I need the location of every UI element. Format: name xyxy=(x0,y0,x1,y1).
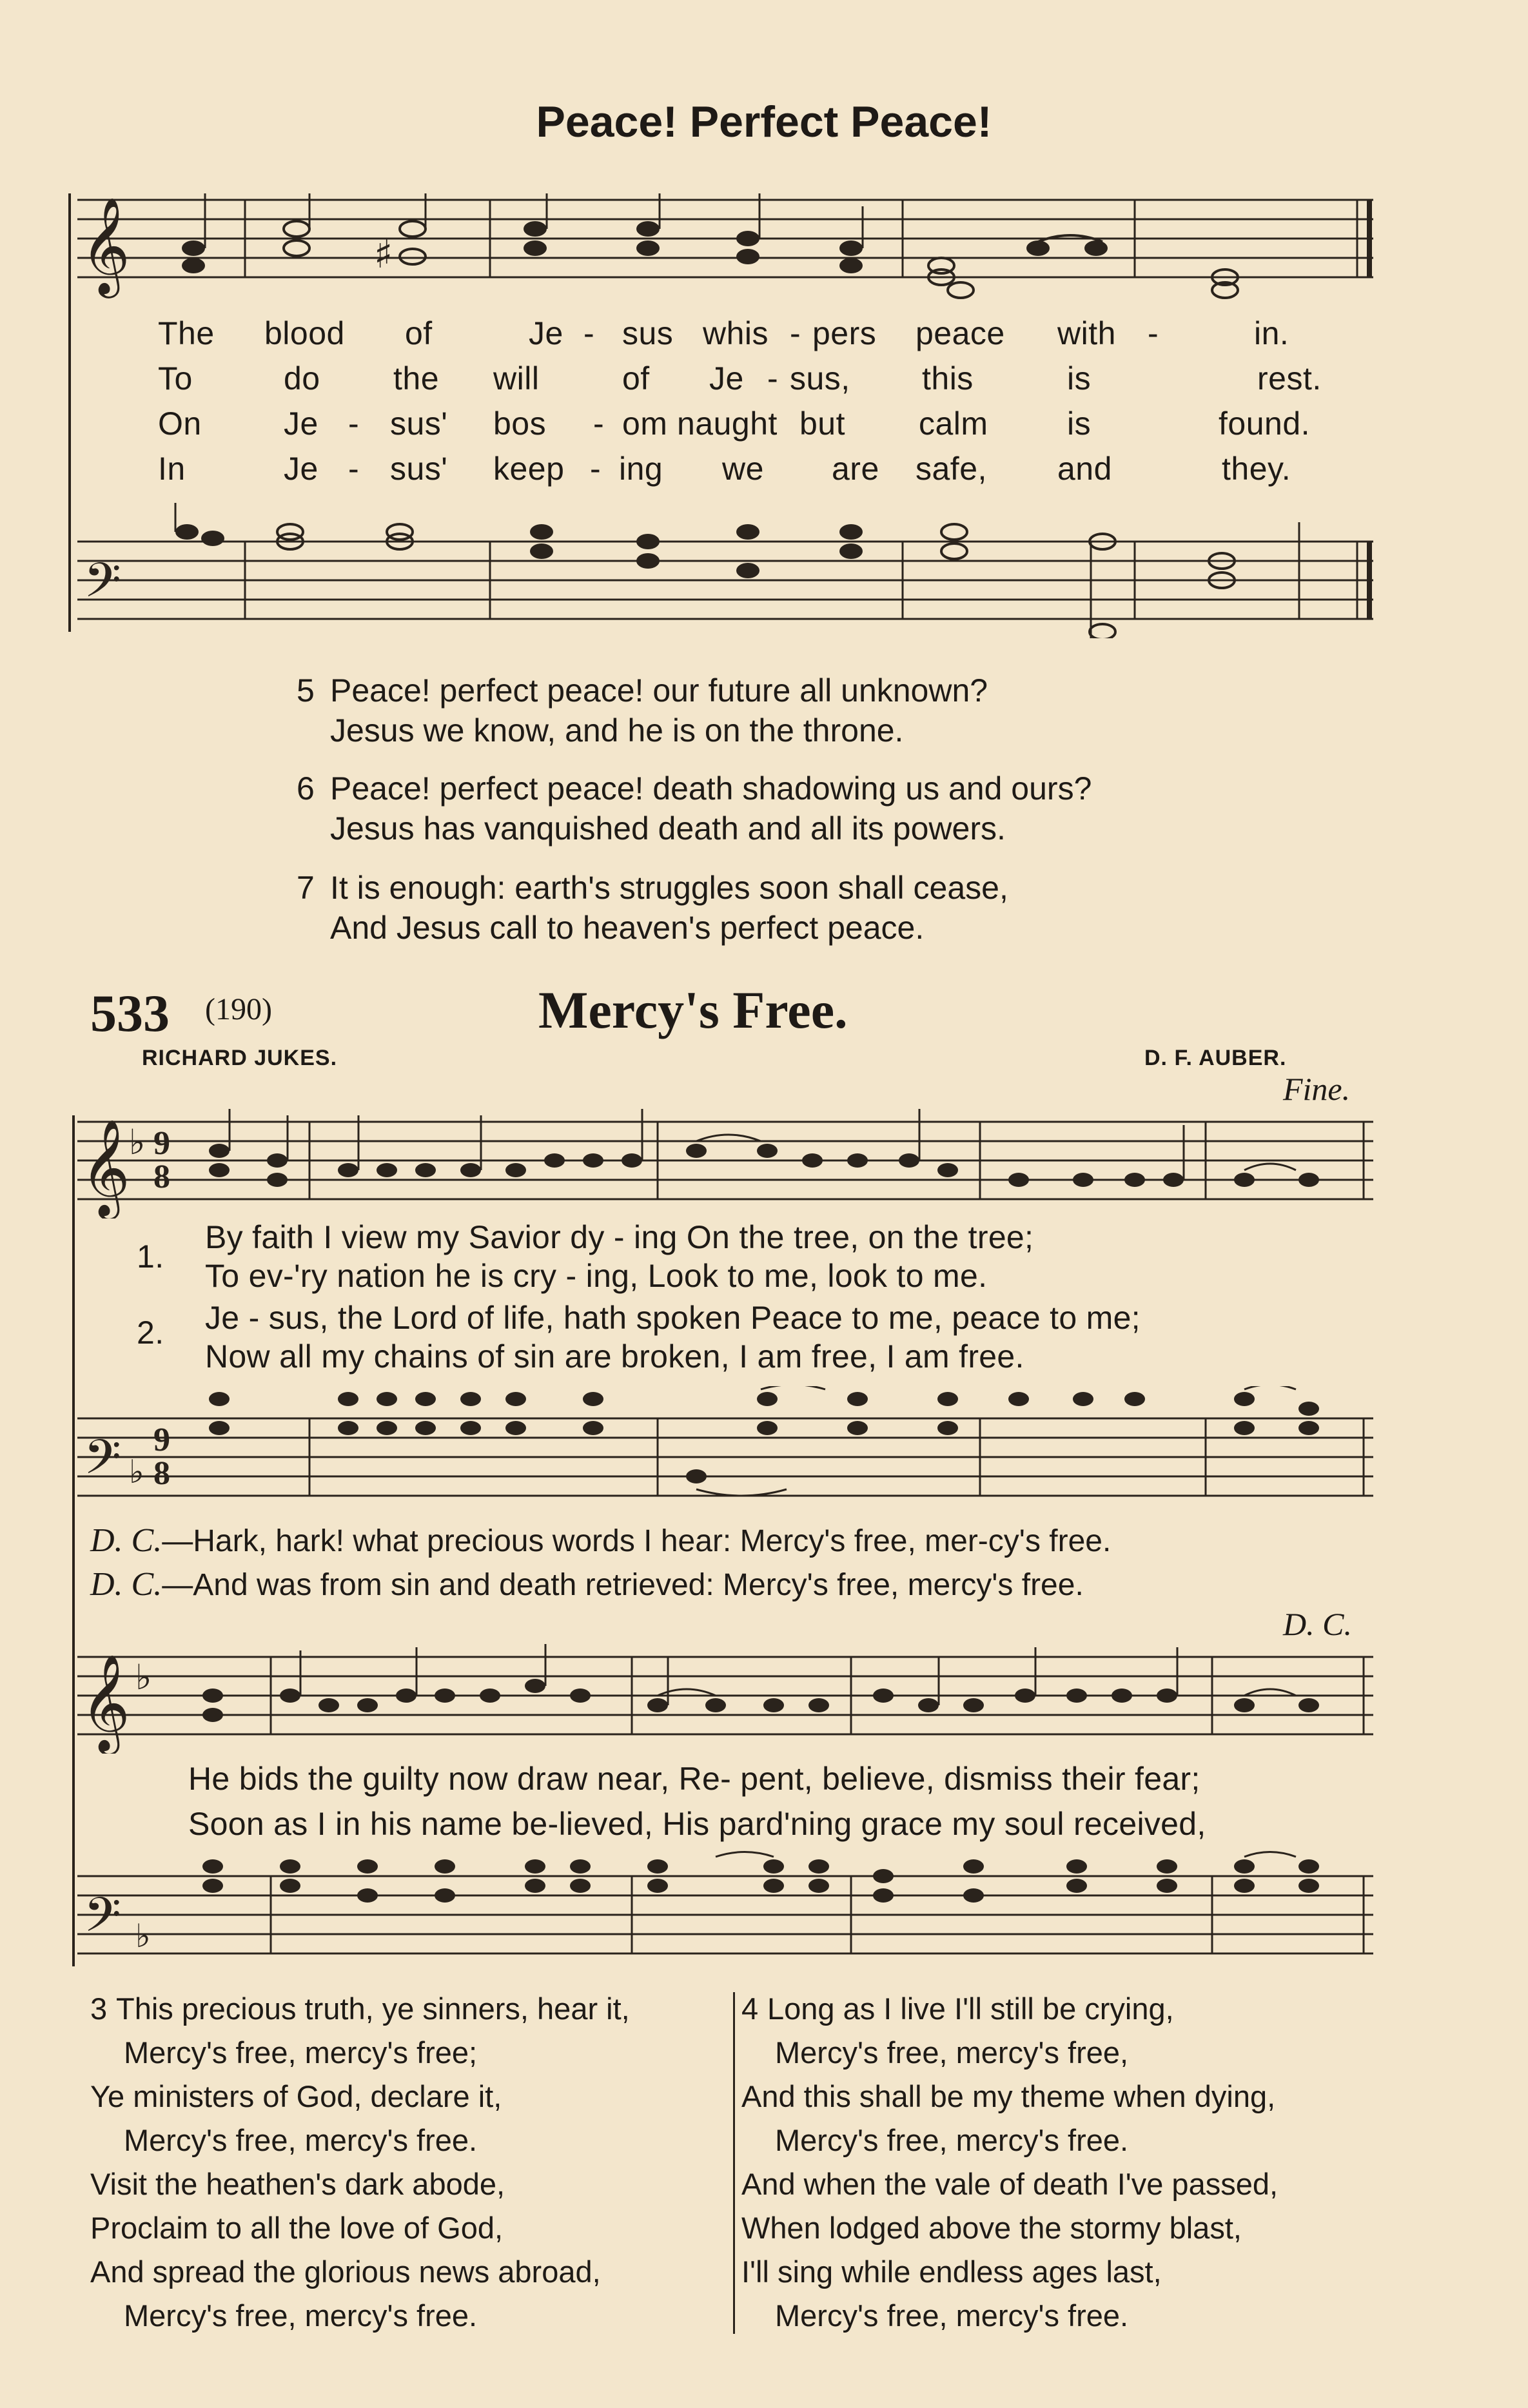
svg-text:♭: ♭ xyxy=(135,1657,152,1698)
svg-text:𝄞: 𝄞 xyxy=(81,196,130,294)
lyric-line: Je - sus, the Lord of life, hath spoken Peace to me, peace to me; xyxy=(205,1300,1141,1336)
hymn-title: Peace! Perfect Peace! xyxy=(536,97,992,146)
svg-text:♭: ♭ xyxy=(135,1917,151,1955)
da-capo-marker: D. C. xyxy=(1283,1606,1352,1642)
svg-text:𝄞: 𝄞 xyxy=(81,1118,130,1216)
bass-staff xyxy=(77,1850,1373,1973)
svg-text:8: 8 xyxy=(153,1159,170,1195)
lyric-line: To do the will of Je - sus, this is rest. xyxy=(158,360,1322,396)
bass-staff xyxy=(77,1386,1373,1509)
page-margin-line xyxy=(72,1115,75,1966)
svg-text:𝄢: 𝄢 xyxy=(84,1429,121,1497)
composer-credit: D. F. AUBER. xyxy=(1144,1046,1287,1070)
hymn-alt-number: (190) xyxy=(205,992,272,1026)
lyric-line: Soon as I in his name be-lieved, His pard'ning grace my soul received, xyxy=(188,1806,1206,1842)
stanza: 7 It is enough: earth's struggles soon shall cease, And Jesus call to heaven's perfect peace. xyxy=(297,870,1008,946)
svg-text:9: 9 xyxy=(153,1422,170,1458)
svg-text:9: 9 xyxy=(153,1125,170,1162)
lyric-line: By faith I view my Savior dy - ing On the tree, on the tree; xyxy=(205,1219,1034,1255)
hymn-number: 533 xyxy=(90,984,170,1042)
lyric-line: To ev-'ry nation he is cry - ing, Look to me, look to me. xyxy=(205,1258,988,1294)
bass-staff xyxy=(77,503,1373,638)
column-divider xyxy=(733,1992,735,2334)
svg-text:♯: ♯ xyxy=(374,232,393,277)
stanza: 4 Long as I live I'll still be crying, Mercy's free, mercy's free, And this shall be my theme when dying, Mercy's free, mercy's free. And when the vale of death I've passed, When lodged above the stormy blast, I'll sing while endless ages last, Mercy's free, mercy's free. xyxy=(741,1992,1278,2333)
lyric-line: In Je - sus' keep - ing we are safe, and they. xyxy=(158,451,1291,487)
verse-number: 1. xyxy=(137,1238,164,1275)
svg-text:𝄢: 𝄢 xyxy=(84,1887,121,1955)
treble-staff xyxy=(77,1109,1373,1219)
author-credit: RICHARD JUKES. xyxy=(142,1046,338,1070)
stanza: 5 Peace! perfect peace! our future all unknown? Jesus we know, and he is on the throne. xyxy=(297,672,988,749)
lyric-line: He bids the guilty now draw near, Re- pent, believe, dismiss their fear; xyxy=(188,1761,1200,1797)
fine-marker: Fine. xyxy=(1283,1071,1351,1107)
stanza: 3 This precious truth, ye sinners, hear it, Mercy's free, mercy's free; Ye ministers of God, declare it, Mercy's free, mercy's free. Visit the heathen's dark abode, Proclaim to all the love of God, And spread the glorious news abroad, Mercy's free, mercy's free. xyxy=(90,1992,630,2333)
da-capo-line: D. C.—And was from sin and death retrieved: Mercy's free, mercy's free. xyxy=(90,1566,1084,1603)
svg-text:♭: ♭ xyxy=(129,1122,146,1162)
stanza: 6 Peace! perfect peace! death shadowing us and ours? Jesus has vanquished death and all its powers. xyxy=(297,770,1092,847)
svg-text:8: 8 xyxy=(153,1455,170,1492)
treble-staff xyxy=(77,193,1373,303)
svg-text:♭: ♭ xyxy=(129,1453,144,1491)
lyric-line: On Je - sus' bos - om naught but calm is found. xyxy=(158,406,1311,442)
svg-text:𝄞: 𝄞 xyxy=(81,1653,130,1751)
lyric-line: The blood of Je - sus whis - pers peace with - in. xyxy=(158,315,1289,351)
verse-number: 2. xyxy=(137,1315,164,1351)
da-capo-line: D. C.—Hark, hark! what precious words I hear: Mercy's free, mer-cy's free. xyxy=(90,1522,1112,1559)
svg-text:𝄢: 𝄢 xyxy=(84,553,121,620)
lyric-line: Now all my chains of sin are broken, I am free, I am free. xyxy=(205,1338,1024,1375)
treble-staff xyxy=(77,1644,1373,1754)
hymn-title: Mercy's Free. xyxy=(538,981,848,1039)
